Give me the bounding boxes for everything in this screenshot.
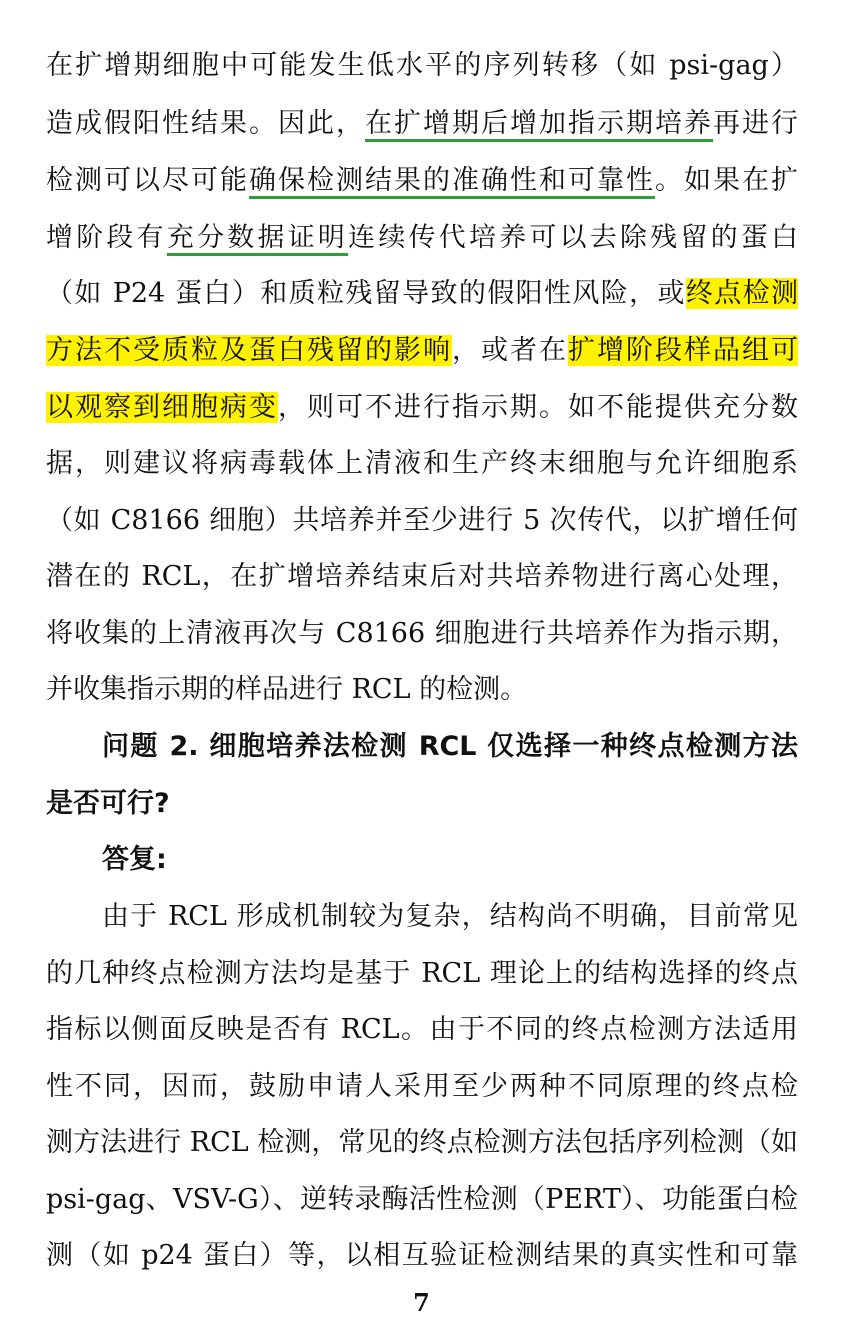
page-number: 7 xyxy=(413,1288,430,1317)
text-run: 将收集的上清液再次与 C8166 细胞进行共培养作为指示期， xyxy=(46,618,798,649)
text-run: 是否可行? xyxy=(46,788,170,819)
text-run: （如 C8166 细胞）共培养并至少进行 5 次传代，以扩增任何 xyxy=(46,505,798,536)
text-line xyxy=(46,557,798,597)
text-run: 由于 RCL 形成机制较为复杂，结构尚不明确，目前常见 xyxy=(102,901,798,932)
text-run: 造成假阳性结果。因此， xyxy=(46,108,365,139)
yellow-highlight-annotation: 终点检测 xyxy=(685,278,798,309)
text-run: 据，则建议将病毒载体上清液和生产终末细胞与允许细胞系 xyxy=(46,448,798,479)
text-run: （如 P24 蛋白）和质粒残留导致的假阳性风险，或 xyxy=(46,278,686,309)
text-line xyxy=(46,1123,798,1163)
text-line xyxy=(46,1067,798,1107)
yellow-highlight-annotation: 扩增阶段样品组可 xyxy=(568,335,798,366)
text-run: 答复: xyxy=(102,844,167,875)
text-line xyxy=(46,46,798,86)
text-run: 。如果在扩 xyxy=(655,165,798,196)
yellow-highlight-annotation: 以观察到细胞病变 xyxy=(46,392,278,423)
text-run: 检测可以尽可能 xyxy=(46,165,249,196)
text-line xyxy=(46,1010,798,1050)
green-underline-annotation: 确保检测结果的准确性和可靠性 xyxy=(249,165,655,196)
text-run: 在扩增期细胞中可能发生低水平的序列转移（如 psi-gag） xyxy=(46,50,798,81)
text-run: psi-gag、VSV-G）、逆转录酶活性检测（PERT）、功能蛋白检 xyxy=(46,1184,798,1215)
text-run: 性不同，因而，鼓励申请人采用至少两种不同原理的终点检 xyxy=(46,1071,798,1102)
text-run: ，或者在 xyxy=(452,335,568,366)
text-run: 测方法进行 RCL 检测，常见的终点检测方法包括序列检测（如 xyxy=(46,1127,798,1158)
text-run: 并收集指示期的样品进行 RCL 的检测。 xyxy=(46,674,528,705)
answer-heading xyxy=(46,840,798,880)
text-line xyxy=(46,614,798,654)
text-line xyxy=(46,670,798,710)
green-underline-annotation: 充分数据证明 xyxy=(166,222,349,253)
question-heading xyxy=(46,784,798,824)
text-line xyxy=(46,954,798,994)
text-line xyxy=(46,1236,798,1276)
text-run: 问题 2. 细胞培养法检测 RCL 仅选择一种终点检测方法 xyxy=(102,731,798,762)
text-run: ，则可不进行指示期。如不能提供充分数 xyxy=(278,392,798,423)
text-run: 再进行 xyxy=(713,108,798,139)
text-line xyxy=(46,444,798,484)
question-heading xyxy=(46,727,798,767)
text-line xyxy=(46,388,798,428)
text-line xyxy=(46,104,798,144)
green-underline-annotation: 在扩增期后增加指示期培养 xyxy=(365,108,713,139)
text-run: 增阶段有 xyxy=(46,222,167,253)
text-line xyxy=(46,161,798,201)
text-run: 指标以侧面反映是否有 RCL。由于不同的终点检测方法适用 xyxy=(46,1014,798,1045)
text-line xyxy=(46,218,798,258)
text-run: 连续传代培养可以去除残留的蛋白 xyxy=(348,222,799,253)
text-line xyxy=(46,897,798,937)
text-line xyxy=(46,274,798,314)
yellow-highlight-annotation: 方法不受质粒及蛋白残留的影响 xyxy=(46,335,452,366)
text-line xyxy=(46,1180,798,1220)
text-run: 潜在的 RCL，在扩增培养结束后对共培养物进行离心处理， xyxy=(46,561,798,592)
text-line xyxy=(46,331,798,371)
text-run: 的几种终点检测方法均是基于 RCL 理论上的结构选择的终点 xyxy=(46,958,798,989)
text-line xyxy=(46,501,798,541)
text-run: 测（如 p24 蛋白）等，以相互验证检测结果的真实性和可靠 xyxy=(46,1240,798,1271)
